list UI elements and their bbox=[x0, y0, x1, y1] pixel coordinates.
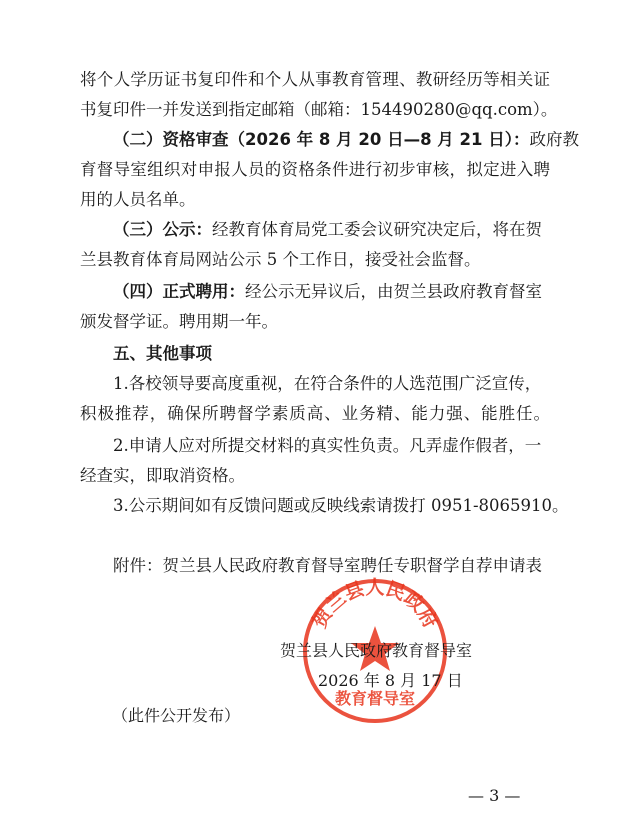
para-3-heading: （三）公示： bbox=[113, 220, 212, 239]
para-4-line-2: 颁发督学证。聘用期一年。 bbox=[80, 312, 278, 331]
signature-org: 贺兰县人民政府教育督导室 bbox=[280, 641, 473, 660]
publication-note: （此件公开发布） bbox=[112, 706, 241, 725]
para-2-heading: （二）资格审查（2026 年 8 月 20 日—8 月 21 日）： bbox=[113, 130, 530, 149]
item-1-line-2: 积极推荐，确保所聘督学素质高、业务精、能力强、能胜任。 bbox=[80, 404, 550, 423]
section-5-heading: 五、其他事项 bbox=[113, 344, 212, 363]
page-number: — 3 — bbox=[468, 786, 521, 805]
para-3-line-1-rest: 经教育体育局党工委会议研究决定后，将在贺 bbox=[212, 220, 542, 239]
item-2-line-2: 经查实，即取消资格。 bbox=[80, 466, 245, 485]
seal-text-top: 贺兰县人民政府 bbox=[308, 576, 442, 632]
svg-text:贺兰县人民政府 bbox=[308, 577, 443, 632]
para-1-line-1: 将个人学历证书复印件和个人从事教育管理、教研经历等相关证 bbox=[80, 70, 550, 89]
item-1-line-1: 1.各校领导要高度重视，在符合条件的人选范围广泛宣传， bbox=[113, 374, 542, 393]
attachment-line: 附件：贺兰县人民政府教育督导室聘任专职督学自荐申请表 bbox=[113, 556, 542, 575]
signature-date: 2026 年 8 月 17 日 bbox=[318, 671, 463, 690]
para-2-line-1 bbox=[113, 130, 580, 150]
para-1-line-2: 书复印件一并发送到指定邮箱（邮箱：15449028​0@qq.com）。 bbox=[80, 100, 558, 119]
para-3-line-2: 兰县教育体育局网站公示 5 个工作日，接受社会监督。 bbox=[80, 250, 481, 269]
para-4-line-1-rest: 经公示无异议后，由贺兰县政府教育督室 bbox=[245, 282, 542, 301]
item-3: 3.公示期间如有反馈问题或反映线索请拨打 0951-8065910。 bbox=[113, 496, 569, 515]
para-2-line-1-rest: 政府教 bbox=[529, 130, 580, 149]
item-2-line-1: 2.申请人应对所提交材料的真实性负责。凡弄虚作假者，一 bbox=[113, 436, 542, 455]
para-2-line-3: 用的人员名单。 bbox=[80, 190, 196, 209]
para-3-line-1 bbox=[113, 220, 550, 240]
seal-text-bottom: 教育督导室 bbox=[334, 689, 416, 708]
para-2-line-2: 育督导室组织对申报人员的资格条件进行初步审核，拟定进入聘 bbox=[80, 160, 550, 179]
para-4-line-1 bbox=[113, 282, 550, 302]
para-4-heading: （四）正式聘用： bbox=[113, 282, 245, 301]
